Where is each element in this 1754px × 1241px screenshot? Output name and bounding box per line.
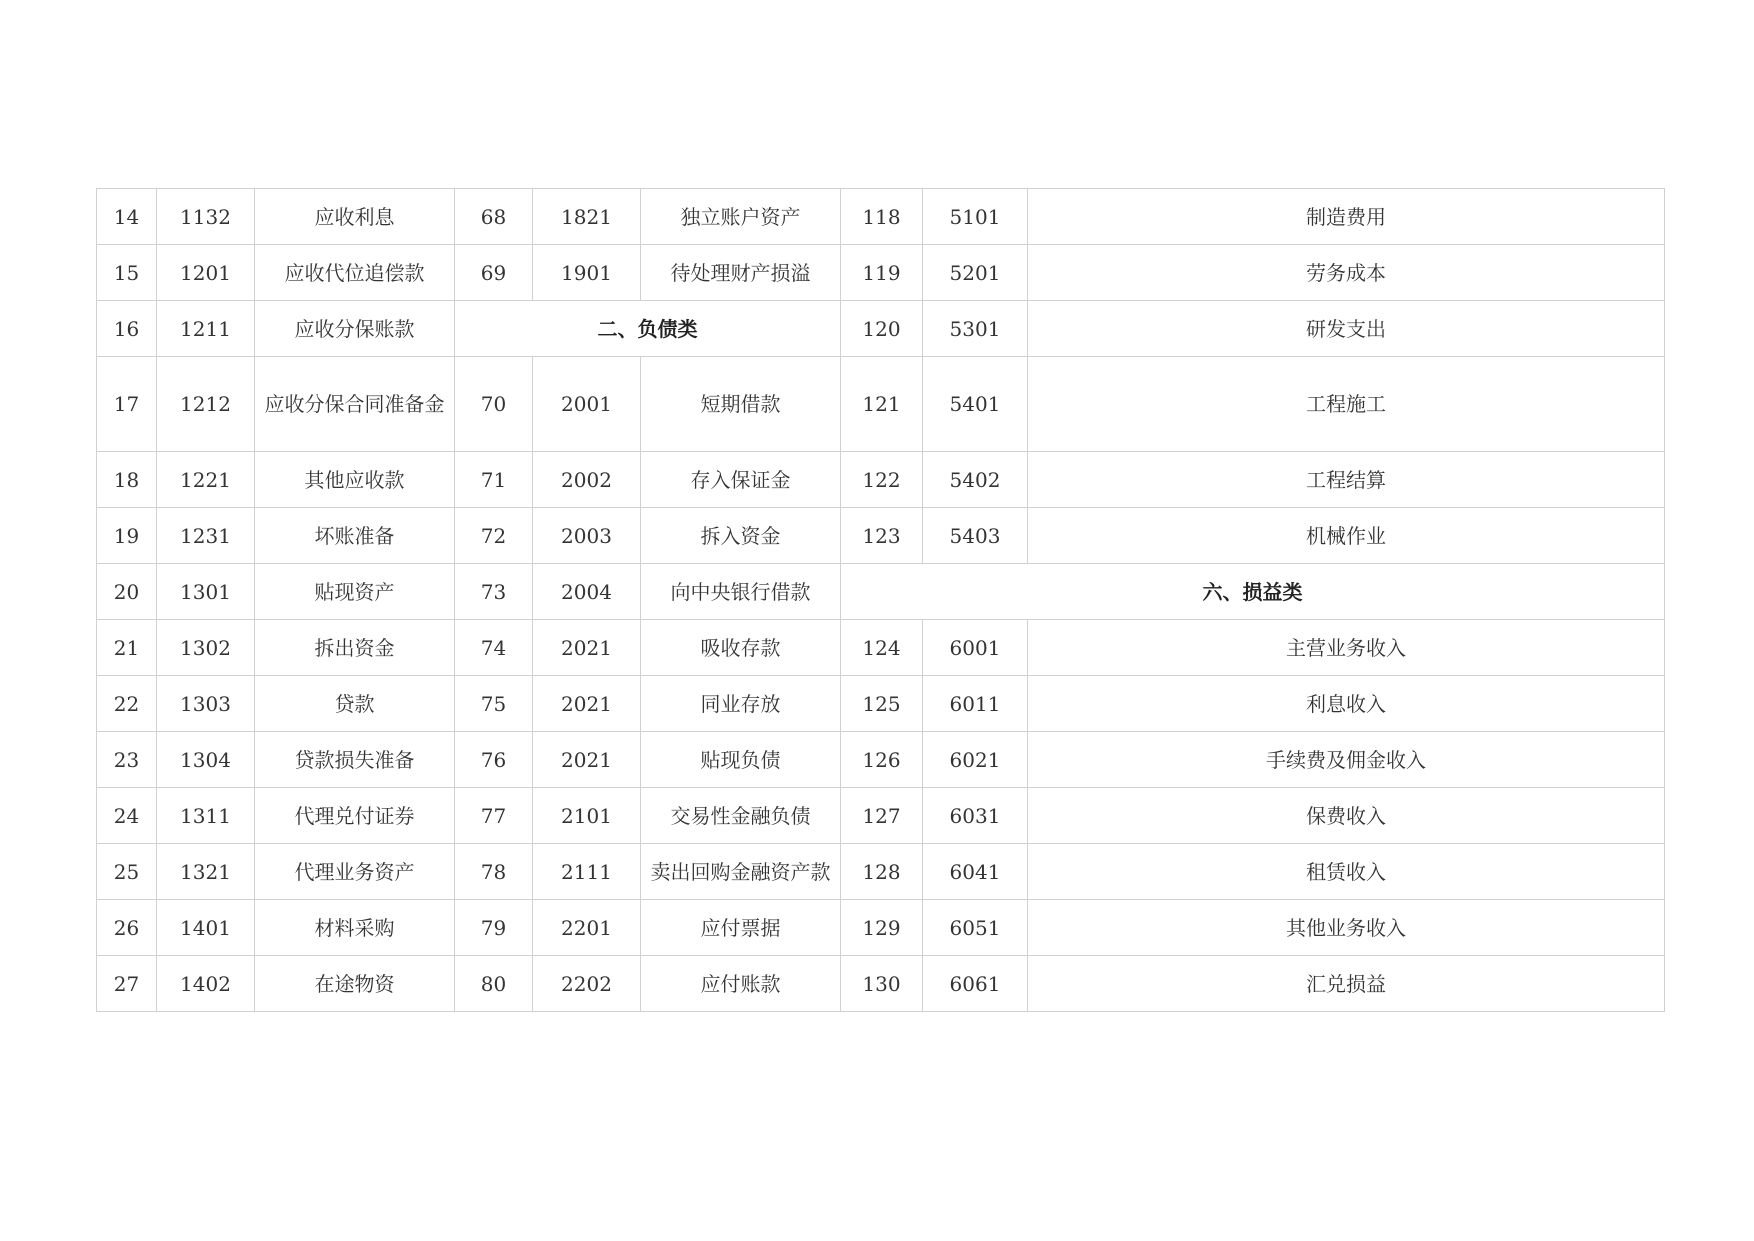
seq-number-cell: 120 bbox=[841, 301, 923, 357]
account-code-cell: 1132 bbox=[157, 189, 255, 245]
account-code-cell: 2111 bbox=[533, 844, 641, 900]
seq-number-cell: 75 bbox=[455, 676, 533, 732]
account-code-cell: 1821 bbox=[533, 189, 641, 245]
account-name-cell: 工程施工 bbox=[1028, 357, 1665, 452]
account-name-cell: 应收分保合同准备金 bbox=[255, 357, 455, 452]
account-code-cell: 1402 bbox=[157, 956, 255, 1012]
account-code-cell: 6061 bbox=[923, 956, 1028, 1012]
seq-number-cell: 15 bbox=[97, 245, 157, 301]
seq-number-cell: 20 bbox=[97, 564, 157, 620]
account-code-cell: 2004 bbox=[533, 564, 641, 620]
account-code-cell: 1401 bbox=[157, 900, 255, 956]
account-name-cell: 应付账款 bbox=[641, 956, 841, 1012]
account-name-cell: 贷款损失准备 bbox=[255, 732, 455, 788]
account-code-cell: 2002 bbox=[533, 452, 641, 508]
seq-number-cell: 121 bbox=[841, 357, 923, 452]
account-name-cell: 同业存放 bbox=[641, 676, 841, 732]
account-code-cell: 1221 bbox=[157, 452, 255, 508]
seq-number-cell: 80 bbox=[455, 956, 533, 1012]
table-row bbox=[97, 452, 1665, 508]
account-name-cell: 保费收入 bbox=[1028, 788, 1665, 844]
account-name-cell: 拆出资金 bbox=[255, 620, 455, 676]
table-row bbox=[97, 620, 1665, 676]
account-code-cell: 1303 bbox=[157, 676, 255, 732]
seq-number-cell: 119 bbox=[841, 245, 923, 301]
table-row bbox=[97, 788, 1665, 844]
account-name-cell: 手续费及佣金收入 bbox=[1028, 732, 1665, 788]
account-name-cell: 制造费用 bbox=[1028, 189, 1665, 245]
account-name-cell: 材料采购 bbox=[255, 900, 455, 956]
seq-number-cell: 124 bbox=[841, 620, 923, 676]
account-code-cell: 2021 bbox=[533, 676, 641, 732]
account-code-cell: 6031 bbox=[923, 788, 1028, 844]
section-heading-profit-loss: 六、损益类 bbox=[841, 564, 1665, 620]
table-row bbox=[97, 189, 1665, 245]
table-row bbox=[97, 564, 1665, 620]
account-code-cell: 5201 bbox=[923, 245, 1028, 301]
seq-number-cell: 79 bbox=[455, 900, 533, 956]
account-name-cell: 卖出回购金融资产款 bbox=[641, 844, 841, 900]
account-name-cell: 短期借款 bbox=[641, 357, 841, 452]
account-code-cell: 1302 bbox=[157, 620, 255, 676]
account-name-cell: 代理业务资产 bbox=[255, 844, 455, 900]
account-code-cell: 1211 bbox=[157, 301, 255, 357]
account-code-cell: 5301 bbox=[923, 301, 1028, 357]
account-name-cell: 研发支出 bbox=[1028, 301, 1665, 357]
account-code-cell: 5101 bbox=[923, 189, 1028, 245]
account-name-cell: 应收分保账款 bbox=[255, 301, 455, 357]
account-name-cell: 吸收存款 bbox=[641, 620, 841, 676]
account-code-cell: 2201 bbox=[533, 900, 641, 956]
seq-number-cell: 19 bbox=[97, 508, 157, 564]
table-row bbox=[97, 301, 1665, 357]
account-name-cell: 利息收入 bbox=[1028, 676, 1665, 732]
account-name-cell: 劳务成本 bbox=[1028, 245, 1665, 301]
account-code-cell: 2021 bbox=[533, 620, 641, 676]
account-code-cell: 6041 bbox=[923, 844, 1028, 900]
account-code-cell: 5402 bbox=[923, 452, 1028, 508]
table-row bbox=[97, 357, 1665, 452]
account-name-cell: 代理兑付证券 bbox=[255, 788, 455, 844]
account-code-cell: 6051 bbox=[923, 900, 1028, 956]
account-code-cell: 5403 bbox=[923, 508, 1028, 564]
account-name-cell: 贷款 bbox=[255, 676, 455, 732]
account-code-cell: 1201 bbox=[157, 245, 255, 301]
seq-number-cell: 70 bbox=[455, 357, 533, 452]
account-name-cell: 工程结算 bbox=[1028, 452, 1665, 508]
seq-number-cell: 14 bbox=[97, 189, 157, 245]
seq-number-cell: 74 bbox=[455, 620, 533, 676]
account-code-cell: 1301 bbox=[157, 564, 255, 620]
seq-number-cell: 72 bbox=[455, 508, 533, 564]
account-name-cell: 存入保证金 bbox=[641, 452, 841, 508]
seq-number-cell: 16 bbox=[97, 301, 157, 357]
seq-number-cell: 26 bbox=[97, 900, 157, 956]
account-code-cell: 6021 bbox=[923, 732, 1028, 788]
seq-number-cell: 123 bbox=[841, 508, 923, 564]
account-name-cell: 独立账户资产 bbox=[641, 189, 841, 245]
account-name-cell: 坏账准备 bbox=[255, 508, 455, 564]
seq-number-cell: 128 bbox=[841, 844, 923, 900]
account-name-cell: 汇兑损益 bbox=[1028, 956, 1665, 1012]
seq-number-cell: 71 bbox=[455, 452, 533, 508]
account-code-cell: 2202 bbox=[533, 956, 641, 1012]
seq-number-cell: 130 bbox=[841, 956, 923, 1012]
seq-number-cell: 118 bbox=[841, 189, 923, 245]
seq-number-cell: 24 bbox=[97, 788, 157, 844]
account-name-cell: 应收利息 bbox=[255, 189, 455, 245]
account-code-table bbox=[96, 188, 1665, 1012]
table-row bbox=[97, 956, 1665, 1012]
seq-number-cell: 18 bbox=[97, 452, 157, 508]
table-row bbox=[97, 508, 1665, 564]
account-name-cell: 应收代位追偿款 bbox=[255, 245, 455, 301]
account-name-cell: 其他业务收入 bbox=[1028, 900, 1665, 956]
account-name-cell: 其他应收款 bbox=[255, 452, 455, 508]
account-code-cell: 2001 bbox=[533, 357, 641, 452]
seq-number-cell: 21 bbox=[97, 620, 157, 676]
seq-number-cell: 127 bbox=[841, 788, 923, 844]
table-row bbox=[97, 844, 1665, 900]
section-heading-liabilities: 二、负债类 bbox=[455, 301, 841, 357]
account-code-cell: 5401 bbox=[923, 357, 1028, 452]
seq-number-cell: 25 bbox=[97, 844, 157, 900]
seq-number-cell: 27 bbox=[97, 956, 157, 1012]
account-name-cell: 应付票据 bbox=[641, 900, 841, 956]
seq-number-cell: 22 bbox=[97, 676, 157, 732]
account-name-cell: 向中央银行借款 bbox=[641, 564, 841, 620]
account-code-cell: 1304 bbox=[157, 732, 255, 788]
seq-number-cell: 129 bbox=[841, 900, 923, 956]
account-code-cell: 2021 bbox=[533, 732, 641, 788]
account-code-cell: 6001 bbox=[923, 620, 1028, 676]
table-row bbox=[97, 732, 1665, 788]
account-name-cell: 租赁收入 bbox=[1028, 844, 1665, 900]
seq-number-cell: 68 bbox=[455, 189, 533, 245]
seq-number-cell: 73 bbox=[455, 564, 533, 620]
account-name-cell: 机械作业 bbox=[1028, 508, 1665, 564]
table-row bbox=[97, 245, 1665, 301]
account-name-cell: 贴现资产 bbox=[255, 564, 455, 620]
account-code-cell: 2101 bbox=[533, 788, 641, 844]
seq-number-cell: 69 bbox=[455, 245, 533, 301]
account-code-cell: 1231 bbox=[157, 508, 255, 564]
seq-number-cell: 23 bbox=[97, 732, 157, 788]
table-row bbox=[97, 676, 1665, 732]
account-name-cell: 贴现负债 bbox=[641, 732, 841, 788]
seq-number-cell: 122 bbox=[841, 452, 923, 508]
account-name-cell: 交易性金融负债 bbox=[641, 788, 841, 844]
account-code-cell: 2003 bbox=[533, 508, 641, 564]
seq-number-cell: 78 bbox=[455, 844, 533, 900]
account-code-cell: 1321 bbox=[157, 844, 255, 900]
seq-number-cell: 77 bbox=[455, 788, 533, 844]
account-code-cell: 1901 bbox=[533, 245, 641, 301]
seq-number-cell: 125 bbox=[841, 676, 923, 732]
account-code-cell: 6011 bbox=[923, 676, 1028, 732]
account-code-cell: 1311 bbox=[157, 788, 255, 844]
account-name-cell: 待处理财产损溢 bbox=[641, 245, 841, 301]
table-row bbox=[97, 900, 1665, 956]
account-code-cell: 1212 bbox=[157, 357, 255, 452]
seq-number-cell: 76 bbox=[455, 732, 533, 788]
account-name-cell: 主营业务收入 bbox=[1028, 620, 1665, 676]
account-name-cell: 拆入资金 bbox=[641, 508, 841, 564]
seq-number-cell: 17 bbox=[97, 357, 157, 452]
seq-number-cell: 126 bbox=[841, 732, 923, 788]
account-name-cell: 在途物资 bbox=[255, 956, 455, 1012]
